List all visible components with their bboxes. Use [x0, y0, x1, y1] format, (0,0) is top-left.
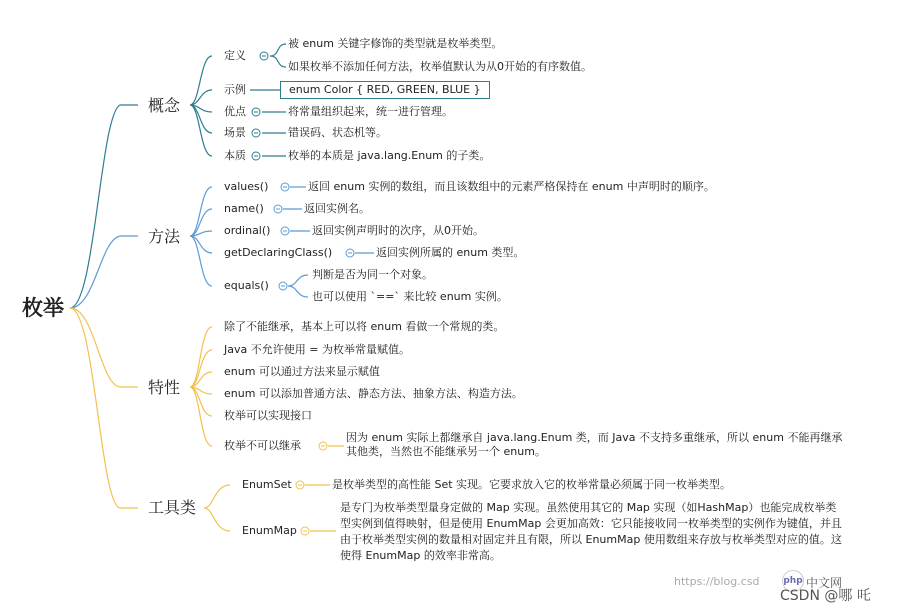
node-ordinal[interactable]: ordinal()	[224, 224, 271, 237]
node-enummap[interactable]: EnumMap	[242, 524, 297, 537]
edge-root-trunk	[70, 105, 138, 308]
leaf-ordinal: 返回实例声明时的次序，从0开始。	[312, 224, 484, 237]
branch-concept[interactable]: 概念	[148, 96, 181, 115]
leaf-feature-4: enum 可以添加普通方法、静态方法、抽象方法、构造方法。	[224, 387, 523, 400]
leaf-definition-2: 如果枚举不添加任何方法，枚举值默认为从0开始的有序数值。	[288, 60, 592, 73]
php-badge-icon: php	[782, 570, 804, 592]
node-example[interactable]: 示例	[224, 83, 246, 96]
node-definition[interactable]: 定义	[224, 49, 246, 62]
leaf-feature-1: 除了不能继承，基本上可以将 enum 看做一个常规的类。	[224, 320, 505, 333]
node-no-inherit[interactable]: 枚举不可以继承	[224, 439, 301, 452]
branch-methods[interactable]: 方法	[148, 227, 181, 246]
branch-tools[interactable]: 工具类	[148, 498, 197, 517]
leaf-scenario: 错误码、状态机等。	[288, 126, 387, 139]
node-getdeclaringclass[interactable]: getDeclaringClass()	[224, 246, 333, 259]
edge-root-tools	[70, 308, 138, 508]
node-values[interactable]: values()	[224, 180, 269, 193]
leaf-feature-5: 枚举可以实现接口	[224, 409, 312, 422]
watermark-url: https://blog.csd	[674, 575, 760, 588]
edge-equals	[288, 275, 308, 297]
watermark-brand: CSDN @哪 吒	[780, 588, 871, 604]
leaf-essence: 枚举的本质是 java.lang.Enum 的子类。	[288, 149, 491, 162]
edge-features-fan	[190, 327, 212, 446]
leaf-enumset: 是枚举类型的高性能 Set 实现。它要求放入它的枚举常量必须属于同一枚举类型。	[332, 478, 732, 491]
leaf-name: 返回实例名。	[304, 202, 370, 215]
edge-concept-fan	[190, 56, 212, 156]
node-enumset[interactable]: EnumSet	[242, 478, 292, 491]
leaf-equals-2: 也可以使用 `==` 来比较 enum 实例。	[312, 290, 508, 303]
leaf-feature-2: Java 不允许使用 = 为枚举常量赋值。	[224, 343, 410, 356]
node-name[interactable]: name()	[224, 202, 264, 215]
leaf-no-inherit: 因为 enum 实际上都继承自 java.lang.Enum 类，而 Java 不支持多重继承，所以 enum 不能再继承其他类，当然也不能继承另一个 enum。	[346, 431, 843, 458]
leaf-getdeclaringclass: 返回实例所属的 enum 类型。	[376, 246, 525, 259]
branch-features[interactable]: 特性	[148, 378, 181, 397]
edge-methods-fan	[190, 187, 212, 286]
edge-root-methods	[70, 236, 138, 308]
leaf-equals-1: 判断是否为同一个对象。	[312, 268, 433, 281]
watermark-badge-text: 中文网	[806, 576, 843, 590]
leaf-example-code: enum Color { RED, GREEN, BLUE }	[280, 81, 490, 99]
leaf-feature-3: enum 可以通过方法来显示赋值	[224, 365, 380, 378]
edge-tools-fan	[204, 485, 230, 531]
leaf-values: 返回 enum 实例的数组，而且该数组中的元素严格保持在 enum 中声明时的顺序。	[308, 180, 715, 193]
leaf-advantage: 将常量组织起来，统一进行管理。	[288, 105, 453, 118]
node-essence[interactable]: 本质	[224, 149, 246, 162]
node-scenario[interactable]: 场景	[224, 126, 246, 139]
leaf-definition-1: 被 enum 关键字修饰的类型就是枚举类型。	[288, 37, 503, 50]
root-node[interactable]: 枚举	[22, 296, 64, 320]
node-equals[interactable]: equals()	[224, 279, 269, 292]
node-advantage[interactable]: 优点	[224, 105, 246, 118]
leaf-enummap: 是专门为枚举类型量身定做的 Map 实现。虽然使用其它的 Map 实现（如HashMap）也能完成枚举类型实例到值得映射，但是使用 EnumMap 会更加高效：它只能接收同一枚举类型的实例作为键值，并且由于枚举类型实例的数量相对固定并且有限，所以 EnumMap 使用数组来存放与枚举类型对应的值。这使得 EnumMap 的效率非常高。	[340, 501, 842, 562]
edge-definition	[270, 44, 286, 67]
